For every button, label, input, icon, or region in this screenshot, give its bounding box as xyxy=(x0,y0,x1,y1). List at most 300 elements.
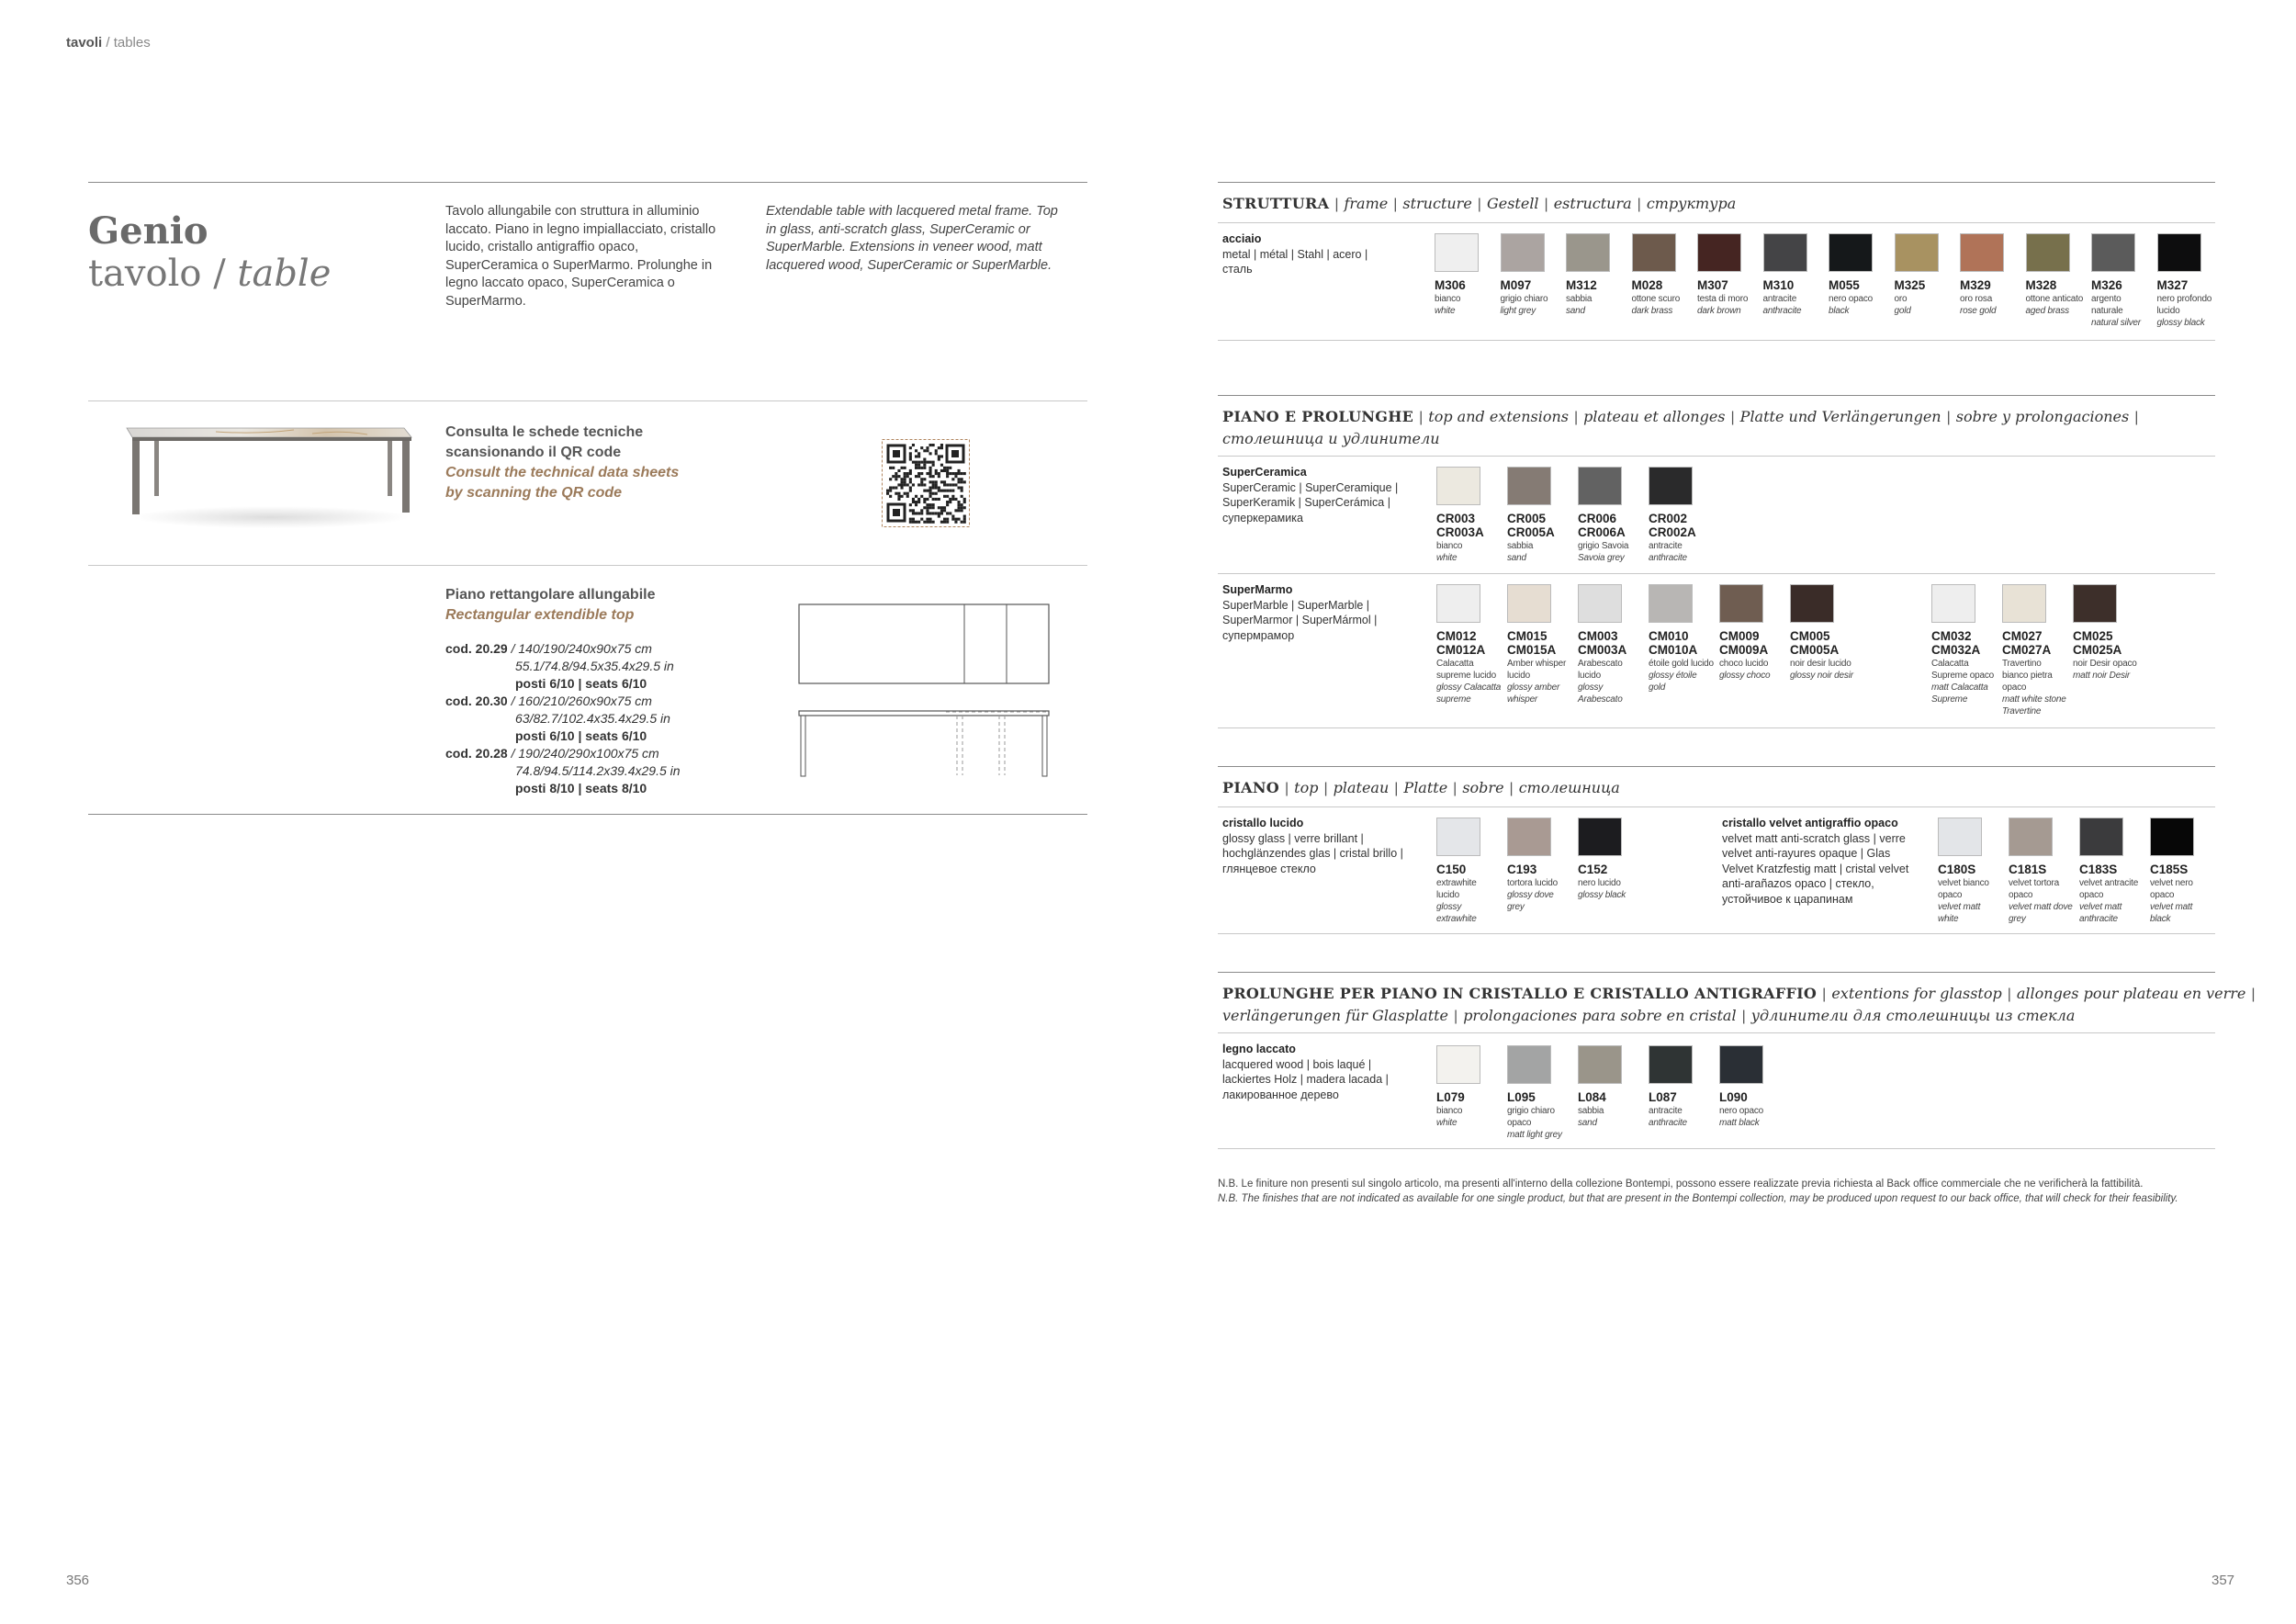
code-dimensions-in: 55.1/74.8/94.5x35.4x29.5 in xyxy=(515,659,674,673)
swatch-name-it: nero lucido xyxy=(1578,878,1621,888)
divider xyxy=(1218,340,2215,341)
group-acciaio xyxy=(1222,231,1397,277)
color-swatch[interactable] xyxy=(1931,584,1975,623)
heading-separator: | xyxy=(1730,410,1735,425)
product-subtitle-en: table xyxy=(237,253,332,295)
divider xyxy=(1218,806,2215,807)
swatch-name-en: glossy black xyxy=(2156,318,2205,328)
table-product-image xyxy=(119,421,413,531)
swatch-caption xyxy=(1649,658,1714,694)
section-prolunghe-heading-2 xyxy=(1222,1007,2075,1025)
top-title-it: Piano rettangolare allungabile xyxy=(445,587,656,603)
swatch-name-en: velvet matt black xyxy=(2150,902,2193,924)
code-dimensions-in: 63/82.7/102.4x35.4x29.5 in xyxy=(515,711,670,726)
running-header-sep: / xyxy=(102,35,114,51)
heading-translation: estructura xyxy=(1553,195,1632,212)
swatch-code: CM015 xyxy=(1507,629,1548,643)
running-header xyxy=(66,35,151,51)
code-seats: posti 6/10 | seats 6/10 xyxy=(515,676,647,691)
group-cristallo-velvet-langs: velvet matt anti-scratch glass | verre velvet anti-rayures opaque | Glas Velvet Kratzfestig matt | cristal velvet anti-arañazos opaco | стекло, устойчивое к царапинам xyxy=(1722,831,1909,906)
divider xyxy=(1218,395,2215,396)
swatch-caption xyxy=(1578,877,1643,901)
swatch-name-it: Arabescato lucido xyxy=(1578,659,1623,681)
heading-main: PIANO E PROLUNGHE xyxy=(1222,408,1414,425)
color-swatch[interactable] xyxy=(1578,818,1622,856)
swatch-name-en: glossy noir desir xyxy=(1790,671,1853,681)
swatch-name-en: matt noir Desir xyxy=(2073,671,2131,681)
heading-translation: столешница xyxy=(1518,779,1620,796)
color-swatch[interactable] xyxy=(2009,818,2053,856)
swatch-caption xyxy=(1649,540,1714,564)
color-swatch[interactable] xyxy=(1435,233,1479,272)
group-supermarmo-name: SuperMarmo xyxy=(1222,583,1293,596)
note-it: N.B. Le finiture non presenti sul singolo articolo, ma presenti all'interno della collezione Bontempi, possono essere realizzate previa richiesta al Back office commerciale che ne verificherà la fattibilità. xyxy=(1218,1179,2144,1190)
swatch-name-it: étoile gold lucido xyxy=(1649,659,1714,669)
code-line-inches xyxy=(445,762,681,780)
code-dimensions-cm: / 160/210/260x90x75 cm xyxy=(507,694,652,708)
swatch-caption xyxy=(1895,293,1955,317)
code-dimensions-cm: / 140/190/240x90x75 cm xyxy=(507,641,652,656)
swatch-code-alt: CR002A xyxy=(1649,525,1696,539)
code-number: cod. 20.28 xyxy=(445,746,508,761)
swatch-name-it: antracite xyxy=(1649,1106,1683,1116)
swatch-name-en: gold xyxy=(1894,306,1911,316)
swatch-caption xyxy=(1578,540,1643,564)
swatch-name-en: dark brown xyxy=(1697,306,1741,316)
swatch-name-en: matt black xyxy=(1719,1118,1760,1128)
heading-translation: verlängerungen für Glasplatte xyxy=(1222,1007,1449,1024)
code-line-inches xyxy=(445,710,681,727)
code-dimensions-in: 74.8/94.5/114.2x39.4x29.5 in xyxy=(515,763,681,778)
swatch-caption xyxy=(1578,658,1643,705)
swatch-caption xyxy=(1578,1105,1643,1129)
swatch-code: M028 xyxy=(1631,278,1663,292)
swatch-code-alt: CM012A xyxy=(1436,643,1486,657)
swatch-name-it: testa di moro xyxy=(1697,294,1749,304)
swatch-name-en: glossy Arabescato xyxy=(1578,682,1623,705)
heading-translation: frame xyxy=(1344,195,1389,212)
swatch-name-en: matt light grey xyxy=(1507,1130,1562,1140)
swatch-code-alt: CM027A xyxy=(2002,643,2052,657)
product-subtitle xyxy=(88,253,331,295)
divider xyxy=(1218,1032,2215,1033)
swatch-caption xyxy=(2157,293,2218,329)
heading-separator: | xyxy=(2251,987,2256,1002)
swatch-name-it: grigio chiaro xyxy=(1500,294,1548,304)
color-swatch[interactable] xyxy=(1507,818,1551,856)
color-swatch[interactable] xyxy=(1436,818,1480,856)
swatch-code: M055 xyxy=(1829,278,1860,292)
group-cristallo-velvet-name: cristallo velvet antigraffio opaco xyxy=(1722,817,1898,829)
swatch-name-it: velvet antracite opaco xyxy=(2079,878,2139,900)
group-superceramica-langs: SuperCeramic | SuperCeramique | SuperKeramik | SuperCerámica | суперкерамика xyxy=(1222,480,1399,524)
color-swatch[interactable] xyxy=(1719,1045,1763,1084)
section-prolunghe-heading xyxy=(1222,985,2261,1003)
swatch-name-en: aged brass xyxy=(2025,306,2069,316)
heading-separator: | xyxy=(1741,1009,1746,1024)
swatch-name-it: extrawhite lucido xyxy=(1436,878,1477,900)
qr-code[interactable] xyxy=(882,439,970,527)
swatch-code-alt: CR006A xyxy=(1578,525,1626,539)
code-list xyxy=(445,640,681,797)
swatch-code-alt: CM003A xyxy=(1578,643,1627,657)
swatch-caption xyxy=(1697,293,1758,317)
swatch-name-it: nero opaco xyxy=(1719,1106,1764,1116)
group-cristallo-lucido-name: cristallo lucido xyxy=(1222,817,1304,829)
color-swatch[interactable] xyxy=(1578,1045,1622,1084)
swatch-caption xyxy=(1436,1105,1502,1129)
section-piano-prolunghe-heading-2 xyxy=(1222,430,1440,448)
color-swatch[interactable] xyxy=(2079,818,2123,856)
swatch-name-it: Calacatta Supreme opaco xyxy=(1931,659,1995,681)
color-swatch[interactable] xyxy=(2091,233,2135,272)
swatch-code-alt: CM015A xyxy=(1507,643,1557,657)
group-acciaio-name: acciaio xyxy=(1222,232,1262,245)
swatch-caption xyxy=(1507,1105,1572,1141)
swatch-caption xyxy=(1566,293,1626,317)
color-swatch[interactable] xyxy=(1578,467,1622,505)
color-swatch[interactable] xyxy=(1436,467,1480,505)
swatch-caption xyxy=(1507,540,1572,564)
swatch-code: M328 xyxy=(2025,278,2057,292)
divider xyxy=(88,565,1087,566)
swatch-caption xyxy=(2002,658,2067,717)
color-swatch[interactable] xyxy=(1960,233,2004,272)
code-number: cod. 20.30 xyxy=(445,694,508,708)
swatch-name-it: tortora lucido xyxy=(1507,878,1559,888)
swatch-name-it: bianco xyxy=(1436,541,1463,551)
swatch-code: CR003 xyxy=(1436,512,1476,525)
swatch-name-it: velvet nero opaco xyxy=(2150,878,2193,900)
color-swatch[interactable] xyxy=(1649,1045,1693,1084)
swatch-name-it: noir desir lucido xyxy=(1790,659,1851,669)
color-swatch[interactable] xyxy=(1507,467,1551,505)
swatch-code: CR005 xyxy=(1507,512,1547,525)
swatch-name-en: glossy Calacatta supreme xyxy=(1436,682,1502,705)
color-swatch[interactable] xyxy=(1507,1045,1551,1084)
group-cristallo-lucido-langs: glossy glass | verre brillant | hochglänzendes glas | cristal brillo | глянцевое стекло xyxy=(1222,831,1403,875)
heading-translation: structure xyxy=(1402,195,1472,212)
heading-translation: Platte und Verlängerungen xyxy=(1739,408,1941,425)
swatch-code: CR006 xyxy=(1578,512,1617,525)
color-swatch[interactable] xyxy=(1763,233,1807,272)
group-cristallo-velvet xyxy=(1722,816,1924,907)
swatch-name-en: velvet matt white xyxy=(1938,902,1981,924)
code-line xyxy=(445,745,681,762)
heading-translation: allonges pour plateau en verre xyxy=(2016,985,2246,1002)
color-swatch[interactable] xyxy=(1501,233,1545,272)
swatch-name-en: white xyxy=(1436,1118,1458,1128)
heading-separator: | xyxy=(1453,781,1458,796)
code-line-seats xyxy=(445,780,681,797)
swatch-code: CR002 xyxy=(1649,512,1688,525)
product-name: Genio xyxy=(88,209,208,253)
swatch-code: M312 xyxy=(1566,278,1597,292)
heading-separator: | xyxy=(1454,1009,1458,1024)
swatch-caption xyxy=(1507,658,1572,705)
swatch-caption xyxy=(2026,293,2087,317)
swatch-caption xyxy=(1938,877,2003,925)
swatch-name-it: choco lucido xyxy=(1719,659,1769,669)
running-header-section: tavoli xyxy=(66,35,103,51)
swatch-code-alt: CM010A xyxy=(1649,643,1698,657)
swatch-code: L084 xyxy=(1578,1090,1606,1104)
swatch-code: C150 xyxy=(1436,863,1467,876)
swatch-caption xyxy=(1436,877,1502,925)
swatch-name-en: anthracite xyxy=(1649,1118,1687,1128)
qr-text-en-1: Consult the technical data sheets xyxy=(445,465,680,480)
swatch-caption xyxy=(1719,658,1784,682)
swatch-name-en: glossy choco xyxy=(1719,671,1771,681)
swatch-name-it: ottone scuro xyxy=(1631,294,1681,304)
heading-separator: | xyxy=(1509,781,1514,796)
swatch-name-it: Travertino bianco pietra opaco xyxy=(2002,659,2053,693)
description-en: Extendable table with lacquered metal frame. Top in glass, anti-scratch glass, SuperCeramic or SuperMarble. Extensions in veneer wood, matt lacquered wood, SuperCeramic or SuperMarble. xyxy=(766,204,1058,273)
swatch-caption xyxy=(1436,540,1502,564)
swatch-name-en: velvet matt anthracite xyxy=(2079,902,2122,924)
swatch-code-alt: CR003A xyxy=(1436,525,1484,539)
swatch-caption xyxy=(1507,877,1572,913)
swatch-name-it: noir Desir opaco xyxy=(2073,659,2137,669)
heading-separator: | xyxy=(1334,197,1339,212)
swatch-name-en: anthracite xyxy=(1762,306,1802,316)
swatch-code: C180S xyxy=(1938,863,1976,876)
qr-text-en-2: by scanning the QR code xyxy=(445,485,623,501)
swatch-caption xyxy=(2150,877,2215,925)
color-swatch[interactable] xyxy=(2002,584,2046,623)
group-cristallo-lucido xyxy=(1222,816,1429,876)
code-number: cod. 20.29 xyxy=(445,641,508,656)
color-swatch[interactable] xyxy=(1719,584,1763,623)
swatch-code: C152 xyxy=(1578,863,1608,876)
swatch-name-en: sand xyxy=(1578,1118,1597,1128)
running-header-sub: tables xyxy=(113,35,151,51)
swatch-code: CM009 xyxy=(1719,629,1760,643)
color-swatch[interactable] xyxy=(2026,233,2070,272)
swatch-code: M327 xyxy=(2156,278,2189,292)
swatch-name-en: rose gold xyxy=(1960,306,1997,316)
group-legno-laccato-name: legno laccato xyxy=(1222,1043,1296,1055)
swatch-name-it: grigio Savoia xyxy=(1578,541,1629,551)
swatch-caption xyxy=(2091,293,2152,329)
swatch-code: CM032 xyxy=(1931,629,1972,643)
swatch-code: M306 xyxy=(1435,278,1466,292)
swatch-name-it: velvet bianco opaco xyxy=(1938,878,1989,900)
swatch-code: CM027 xyxy=(2002,629,2043,643)
heading-translation: top xyxy=(1294,779,1319,796)
qr-text-it-1: Consulta le schede tecniche xyxy=(445,424,644,440)
heading-separator: | xyxy=(1822,987,1827,1002)
heading-separator: | xyxy=(1285,781,1289,796)
color-swatch[interactable] xyxy=(1895,233,1939,272)
heading-separator: | xyxy=(2134,410,2139,425)
swatch-name-en: Savoia grey xyxy=(1578,553,1625,563)
swatch-code: M329 xyxy=(1960,278,1991,292)
color-swatch[interactable] xyxy=(1790,584,1834,623)
swatch-caption xyxy=(1790,658,1855,682)
group-supermarmo-langs: SuperMarble | SuperMarble | SuperMarmor | SuperMármol | супермрамор xyxy=(1222,598,1378,642)
swatch-name-it: bianco xyxy=(1436,1106,1463,1116)
heading-translation: удлинители для столешницы из стекла xyxy=(1750,1007,2076,1024)
group-acciaio-langs: metal | métal | Stahl | acero | сталь xyxy=(1222,247,1368,276)
section-piano-prolunghe-heading xyxy=(1222,408,2144,426)
swatch-name-en: glossy extrawhite xyxy=(1436,902,1477,924)
divider xyxy=(1218,933,2215,934)
divider xyxy=(1218,222,2215,223)
divider xyxy=(88,400,1087,401)
swatch-name-it: oro rosa xyxy=(1960,294,1993,304)
swatch-caption xyxy=(1501,293,1561,317)
color-swatch[interactable] xyxy=(1938,818,1982,856)
swatch-code: M310 xyxy=(1762,278,1795,292)
swatch-code: CM003 xyxy=(1578,629,1618,643)
swatch-name-en: white xyxy=(1435,306,1456,316)
divider xyxy=(1218,573,2215,574)
code-seats: posti 8/10 | seats 8/10 xyxy=(515,781,647,795)
heading-separator: | xyxy=(1477,197,1481,212)
qr-info xyxy=(445,423,721,503)
heading-translation: top and extensions xyxy=(1428,408,1570,425)
section-piano-heading xyxy=(1222,779,1620,797)
heading-translation: структура xyxy=(1646,195,1737,212)
color-swatch[interactable] xyxy=(1436,584,1480,623)
swatch-code: C193 xyxy=(1507,863,1537,876)
swatch-code: M097 xyxy=(1500,278,1532,292)
swatch-name-it: sabbia xyxy=(1566,294,1593,304)
divider xyxy=(88,182,1087,183)
swatch-caption xyxy=(2079,877,2144,925)
swatch-code: M307 xyxy=(1697,278,1728,292)
swatch-caption xyxy=(1719,1105,1784,1129)
heading-translation: sobre y prolongaciones xyxy=(1955,408,2130,425)
color-swatch[interactable] xyxy=(2073,584,2117,623)
swatch-name-en: matt white stone Travertine xyxy=(2002,694,2066,716)
swatch-caption xyxy=(1829,293,1889,317)
swatch-code: C181S xyxy=(2009,863,2047,876)
swatch-code: L095 xyxy=(1507,1090,1536,1104)
heading-ru: столешница и удлинители xyxy=(1222,430,1440,447)
swatch-caption xyxy=(1632,293,1693,317)
swatch-name-en: black xyxy=(1829,306,1850,316)
color-swatch[interactable] xyxy=(1436,1045,1480,1084)
swatch-name-it: velvet tortora opaco xyxy=(2009,878,2060,900)
code-seats: posti 6/10 | seats 6/10 xyxy=(515,728,647,743)
swatch-name-it: ottone anticato xyxy=(2025,294,2084,304)
color-swatch[interactable] xyxy=(1578,584,1622,623)
divider xyxy=(1218,456,2215,457)
color-swatch[interactable] xyxy=(1649,584,1693,623)
heading-translation: plateau et allonges xyxy=(1583,408,1726,425)
swatch-code-alt: CM009A xyxy=(1719,643,1769,657)
swatch-name-en: glossy dove grey xyxy=(1507,890,1554,912)
swatch-name-en: white xyxy=(1436,553,1458,563)
top-title-en: Rectangular extendible top xyxy=(445,607,635,623)
swatch-name-en: sand xyxy=(1566,306,1585,316)
code-line xyxy=(445,640,681,658)
swatch-name-it: oro xyxy=(1894,294,1908,304)
swatch-name-it: nero opaco xyxy=(1829,294,1874,304)
code-line-seats xyxy=(445,727,681,745)
swatch-name-en: anthracite xyxy=(1649,553,1687,563)
color-swatch[interactable] xyxy=(1697,233,1741,272)
swatch-name-en: sand xyxy=(1507,553,1526,563)
divider xyxy=(1218,182,2215,183)
color-swatch[interactable] xyxy=(1649,467,1693,505)
group-legno-laccato-langs: lacquered wood | bois laqué | lackiertes Holz | madera lacada | лакированное дерево xyxy=(1222,1057,1389,1101)
heading-main: STRUTTURA xyxy=(1222,195,1330,212)
swatch-code: CM012 xyxy=(1436,629,1477,643)
code-line xyxy=(445,693,681,710)
swatch-caption xyxy=(1931,658,1997,705)
section-struttura-heading xyxy=(1222,195,1736,213)
swatch-caption xyxy=(1960,293,2020,317)
swatch-caption xyxy=(1763,293,1824,317)
swatch-code: M325 xyxy=(1894,278,1926,292)
swatch-name-en: light grey xyxy=(1500,306,1536,316)
swatch-name-en: glossy amber whisper xyxy=(1507,682,1560,705)
swatch-caption xyxy=(2073,658,2138,682)
swatch-code-alt: CM032A xyxy=(1931,643,1981,657)
heading-main: PROLUNGHE PER PIANO IN CRISTALLO E CRISTALLO ANTIGRAFFIO xyxy=(1222,985,1818,1002)
color-swatch[interactable] xyxy=(1566,233,1610,272)
page-number-right: 357 xyxy=(2212,1573,2235,1588)
swatch-code: CM005 xyxy=(1790,629,1830,643)
heading-separator: | xyxy=(1419,410,1424,425)
heading-translation: prolongaciones para sobre en cristal xyxy=(1463,1007,1737,1024)
swatch-name-it: grigio chiaro opaco xyxy=(1507,1106,1555,1128)
qr-text-it-2: scansionando il QR code xyxy=(445,445,622,460)
swatch-caption xyxy=(2009,877,2074,925)
heading-translation: sobre xyxy=(1462,779,1504,796)
divider xyxy=(1218,972,2215,973)
swatch-name-it: sabbia xyxy=(1507,541,1534,551)
swatch-name-en: dark brass xyxy=(1631,306,1673,316)
group-superceramica xyxy=(1222,465,1411,525)
heading-separator: | xyxy=(1574,410,1579,425)
code-line-seats xyxy=(445,675,681,693)
color-swatch[interactable] xyxy=(2157,233,2201,272)
divider xyxy=(88,814,1087,815)
code-dimensions-cm: / 190/240/290x100x75 cm xyxy=(507,746,659,761)
description-it: Tavolo allungabile con struttura in alluminio laccato. Piano in legno impiallacciato, cristallo lucido, cristallo antigraffio opaco, SuperCeramica o SuperMarmo. Prolunghe in legno laccato opaco, SuperCeramica o SuperMarmo. xyxy=(445,204,716,309)
color-swatch[interactable] xyxy=(1507,584,1551,623)
heading-separator: | xyxy=(2007,987,2011,1002)
swatch-code: C183S xyxy=(2079,863,2118,876)
swatch-code: L087 xyxy=(1649,1090,1677,1104)
heading-translation: extentions for glasstop xyxy=(1831,985,2002,1002)
swatch-caption xyxy=(1436,658,1502,705)
heading-separator: | xyxy=(1394,781,1399,796)
swatch-name-it: Amber whisper lucido xyxy=(1507,659,1567,681)
heading-separator: | xyxy=(1393,197,1398,212)
color-swatch[interactable] xyxy=(2150,818,2194,856)
table-technical-drawing xyxy=(797,603,1054,779)
color-swatch[interactable] xyxy=(1632,233,1676,272)
swatch-code: CM010 xyxy=(1649,629,1689,643)
heading-translation: Gestell xyxy=(1486,195,1539,212)
swatch-code: CM025 xyxy=(2073,629,2113,643)
top-info xyxy=(445,585,739,626)
swatch-caption xyxy=(1649,1105,1714,1129)
color-swatch[interactable] xyxy=(1829,233,1873,272)
page-number-left: 356 xyxy=(66,1573,90,1588)
swatch-name-en: natural silver xyxy=(2091,318,2141,328)
swatch-name-it: nero profondo lucido xyxy=(2156,294,2212,316)
heading-separator: | xyxy=(1544,197,1548,212)
divider xyxy=(1218,727,2215,728)
swatch-name-en: glossy étoile gold xyxy=(1649,671,1697,693)
heading-separator: | xyxy=(1946,410,1951,425)
